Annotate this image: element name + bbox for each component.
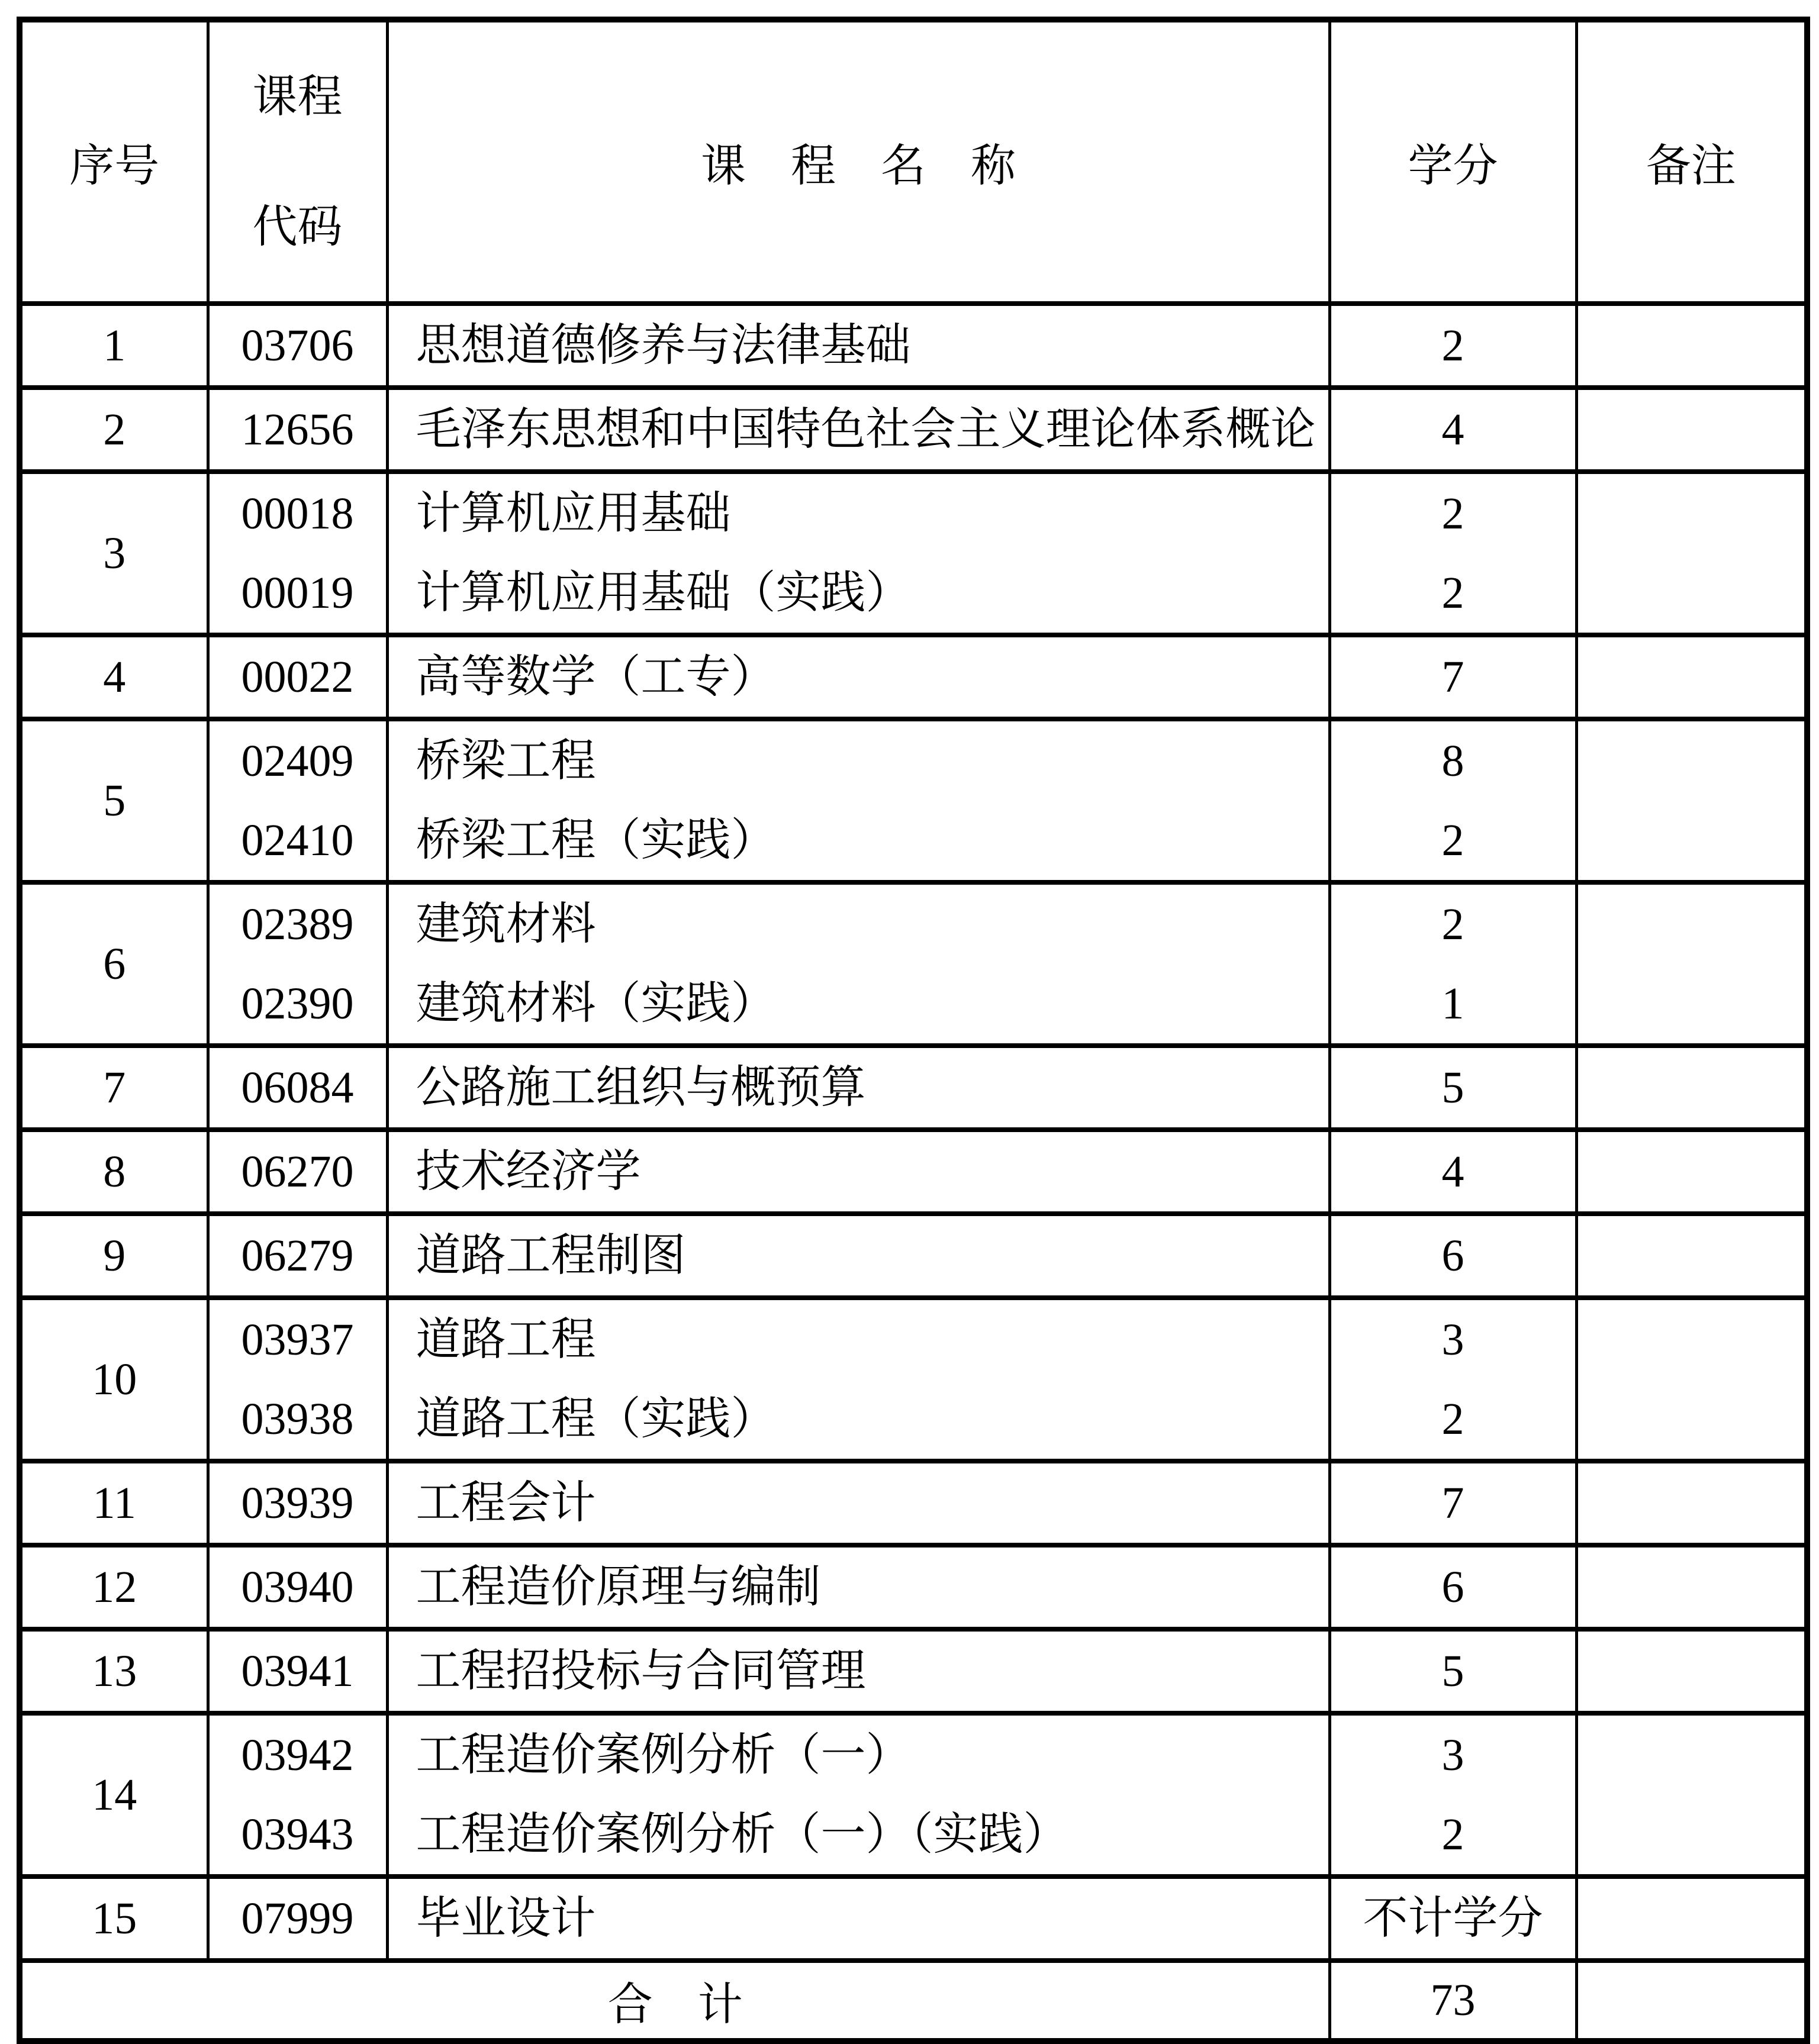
- course-credits: 2: [1441, 900, 1464, 949]
- course-name-cell: [387, 1130, 1329, 1214]
- course-name: 计算机应用基础: [416, 489, 731, 539]
- course-credits-cell: [1329, 1713, 1576, 1877]
- course-row: [20, 1130, 1807, 1214]
- course-name: 毛泽东思想和中国特色社会主义理论体系概论: [416, 405, 1316, 454]
- table-body: [20, 304, 1807, 1961]
- course-credits-cell: [1329, 1877, 1576, 1961]
- course-row: [20, 1713, 1807, 1877]
- course-row: [20, 472, 1807, 635]
- row-seq: 11: [20, 1461, 208, 1545]
- row-seq: 15: [20, 1877, 208, 1961]
- row-seq: 5: [20, 719, 208, 882]
- header-code-line2: 代码: [252, 202, 343, 252]
- course-credits: 8: [1441, 736, 1464, 786]
- row-seq: 9: [20, 1214, 208, 1298]
- course-code-cell: [208, 1046, 387, 1130]
- course-credits-cell: [1329, 388, 1576, 472]
- header-credits: 学分: [1329, 20, 1576, 304]
- course-credits: 5: [1441, 1646, 1464, 1696]
- course-credits: 4: [1441, 1147, 1464, 1197]
- course-name-cell: [387, 472, 1329, 635]
- row-remark: [1576, 388, 1807, 472]
- course-name: 桥梁工程: [416, 736, 596, 786]
- course-code: 00018: [241, 489, 354, 539]
- course-row: [20, 1298, 1807, 1461]
- course-code: 02389: [241, 900, 354, 949]
- row-remark: [1576, 1214, 1807, 1298]
- total-credits: 73: [1329, 1961, 1576, 2041]
- course-name: 思想道德修养与法律基础: [416, 321, 911, 370]
- course-code-cell: [208, 388, 387, 472]
- course-credits-cell: [1329, 1545, 1576, 1629]
- row-remark: [1576, 1130, 1807, 1214]
- course-row: [20, 635, 1807, 719]
- course-code: 06084: [241, 1063, 354, 1113]
- course-code-cell: [208, 719, 387, 882]
- course-credits: 2: [1441, 1394, 1464, 1444]
- course-row: [20, 388, 1807, 472]
- row-remark: [1576, 882, 1807, 1046]
- row-seq: 13: [20, 1629, 208, 1713]
- course-credits-cell: [1329, 1298, 1576, 1461]
- course-name-cell: [387, 882, 1329, 1046]
- course-row: [20, 1461, 1807, 1545]
- course-code: 12656: [241, 405, 354, 454]
- row-remark: [1576, 1545, 1807, 1629]
- course-row: [20, 1046, 1807, 1130]
- course-code-cell: [208, 1214, 387, 1298]
- course-code-cell: [208, 1877, 387, 1961]
- course-name-cell: [387, 1629, 1329, 1713]
- row-seq: 10: [20, 1298, 208, 1461]
- course-name: 道路工程: [416, 1315, 596, 1365]
- course-name-cell: [387, 304, 1329, 388]
- course-code-cell: [208, 1629, 387, 1713]
- course-code-cell: [208, 1298, 387, 1461]
- course-row: [20, 1629, 1807, 1713]
- course-name-cell: [387, 1545, 1329, 1629]
- course-credits: 7: [1441, 1478, 1464, 1528]
- course-credits-cell: [1329, 1629, 1576, 1713]
- course-credit-table: [17, 17, 1810, 2044]
- row-remark: [1576, 1713, 1807, 1877]
- row-remark: [1576, 719, 1807, 882]
- course-credits: 不计学分: [1363, 1894, 1543, 1943]
- course-credits: 3: [1441, 1315, 1464, 1365]
- course-name: 工程造价原理与编制: [416, 1562, 821, 1612]
- row-remark: [1576, 1046, 1807, 1130]
- total-label: 合 计: [20, 1961, 1329, 2041]
- course-credits: 5: [1441, 1063, 1464, 1113]
- row-remark: [1576, 635, 1807, 719]
- course-code: 03940: [241, 1562, 354, 1612]
- course-code: 02409: [241, 736, 354, 786]
- course-credits-cell: [1329, 472, 1576, 635]
- course-credits: 2: [1441, 815, 1464, 865]
- course-code: 06270: [241, 1147, 354, 1197]
- course-name-cell: [387, 719, 1329, 882]
- course-name-cell: [387, 1877, 1329, 1961]
- course-name: 工程造价案例分析（一）（实践）: [416, 1810, 1068, 1859]
- header-code-line1: 课程: [252, 72, 343, 122]
- header-course-name: 课 程 名 称: [387, 20, 1329, 304]
- course-credits: 6: [1441, 1231, 1464, 1281]
- header-remark: 备注: [1576, 20, 1807, 304]
- header-code-stack: [210, 32, 386, 292]
- header-seq: 序号: [20, 20, 208, 304]
- course-credits: 6: [1441, 1562, 1464, 1612]
- course-code: 03943: [241, 1810, 354, 1859]
- course-name: 工程会计: [416, 1478, 596, 1528]
- course-name: 工程招投标与合同管理: [416, 1646, 866, 1696]
- course-credits-cell: [1329, 1046, 1576, 1130]
- course-name: 公路施工组织与概预算: [416, 1063, 866, 1113]
- course-name: 桥梁工程（实践）: [416, 815, 776, 865]
- course-credits-cell: [1329, 882, 1576, 1046]
- course-row: [20, 304, 1807, 388]
- course-credits: 1: [1441, 979, 1464, 1029]
- row-remark: [1576, 472, 1807, 635]
- row-remark: [1576, 1629, 1807, 1713]
- course-name: 道路工程（实践）: [416, 1394, 776, 1444]
- course-code: 03937: [241, 1315, 354, 1365]
- row-seq: 14: [20, 1713, 208, 1877]
- course-credits-cell: [1329, 304, 1576, 388]
- course-name: 技术经济学: [416, 1147, 641, 1197]
- course-credits-cell: [1329, 1461, 1576, 1545]
- course-name-cell: [387, 388, 1329, 472]
- course-credits-cell: [1329, 1130, 1576, 1214]
- course-code-cell: [208, 304, 387, 388]
- course-row: [20, 1214, 1807, 1298]
- row-seq: 3: [20, 472, 208, 635]
- course-name: 建筑材料（实践）: [416, 979, 776, 1029]
- row-remark: [1576, 304, 1807, 388]
- row-remark: [1576, 1298, 1807, 1461]
- course-credits: 2: [1441, 321, 1464, 370]
- course-name: 道路工程制图: [416, 1231, 686, 1281]
- course-code-cell: [208, 882, 387, 1046]
- course-code-cell: [208, 1130, 387, 1214]
- course-credits: 4: [1441, 405, 1464, 454]
- course-code: 03706: [241, 321, 354, 370]
- course-name: 工程造价案例分析（一）: [416, 1730, 911, 1780]
- course-name-cell: [387, 1046, 1329, 1130]
- course-name-cell: [387, 1214, 1329, 1298]
- course-name: 计算机应用基础（实践）: [416, 568, 911, 618]
- row-seq: 8: [20, 1130, 208, 1214]
- course-code: 03939: [241, 1478, 354, 1528]
- row-seq: 4: [20, 635, 208, 719]
- course-credits: 2: [1441, 568, 1464, 618]
- course-name-cell: [387, 635, 1329, 719]
- header-code: [208, 20, 387, 304]
- row-seq: 6: [20, 882, 208, 1046]
- total-row: [20, 1961, 1807, 2041]
- row-seq: 7: [20, 1046, 208, 1130]
- course-code: 00019: [241, 568, 354, 618]
- course-name-cell: [387, 1298, 1329, 1461]
- course-code: 00022: [241, 652, 354, 702]
- row-seq: 12: [20, 1545, 208, 1629]
- course-code: 03938: [241, 1394, 354, 1444]
- course-code-cell: [208, 635, 387, 719]
- row-seq: 1: [20, 304, 208, 388]
- course-credits: 2: [1441, 489, 1464, 539]
- course-row: [20, 1877, 1807, 1961]
- course-code-cell: [208, 472, 387, 635]
- row-seq: 2: [20, 388, 208, 472]
- course-name-cell: [387, 1461, 1329, 1545]
- row-remark: [1576, 1461, 1807, 1545]
- course-name: 建筑材料: [416, 900, 596, 949]
- course-code: 07999: [241, 1894, 354, 1943]
- course-credits: 3: [1441, 1730, 1464, 1780]
- course-row: [20, 882, 1807, 1046]
- course-code-cell: [208, 1545, 387, 1629]
- course-code: 06279: [241, 1231, 354, 1281]
- course-credits-cell: [1329, 719, 1576, 882]
- course-credits-cell: [1329, 1214, 1576, 1298]
- course-code: 03942: [241, 1730, 354, 1780]
- course-credits-cell: [1329, 635, 1576, 719]
- row-remark: [1576, 1877, 1807, 1961]
- header-row: [20, 20, 1807, 304]
- course-code: 02410: [241, 815, 354, 865]
- course-row: [20, 1545, 1807, 1629]
- course-code: 02390: [241, 979, 354, 1029]
- course-credits: 2: [1441, 1810, 1464, 1859]
- course-code-cell: [208, 1713, 387, 1877]
- course-name: 毕业设计: [416, 1894, 596, 1943]
- course-row: [20, 719, 1807, 882]
- course-code: 03941: [241, 1646, 354, 1696]
- course-name-cell: [387, 1713, 1329, 1877]
- course-name: 高等数学（工专）: [416, 652, 776, 702]
- course-code-cell: [208, 1461, 387, 1545]
- total-remark: [1576, 1961, 1807, 2041]
- course-credits: 7: [1441, 652, 1464, 702]
